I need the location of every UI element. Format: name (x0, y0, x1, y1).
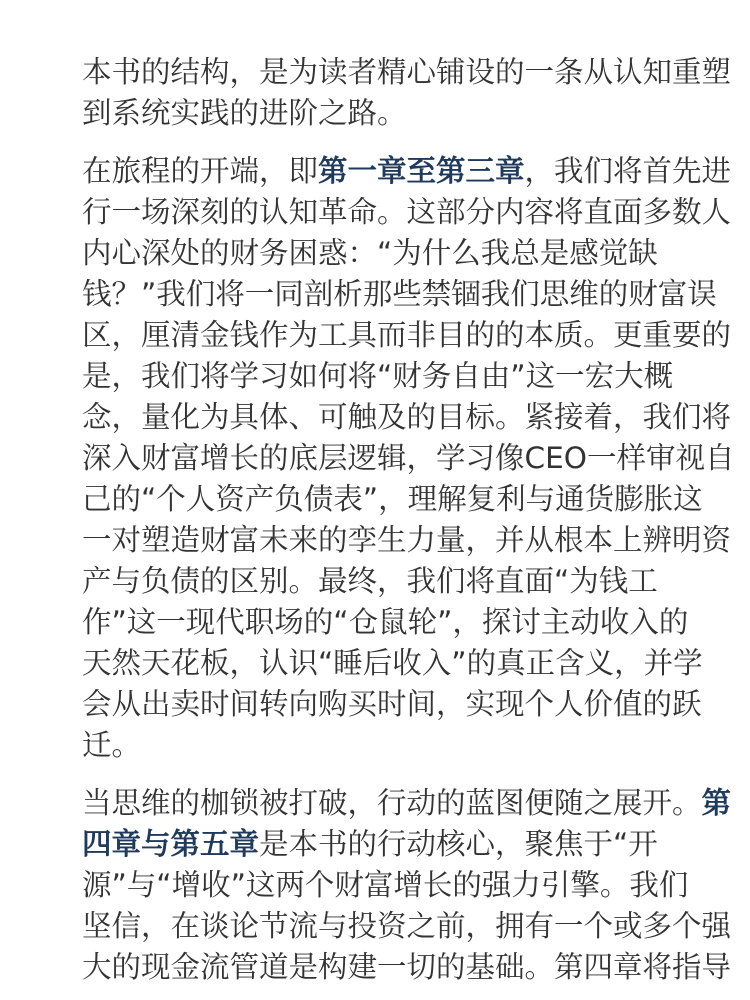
text-line (82, 725, 750, 766)
text-segment: 在旅程的开端，即 (82, 154, 319, 188)
text-line (82, 824, 750, 865)
text-line (82, 947, 750, 988)
bold-chapter-reference: 第 (701, 786, 732, 820)
text-segment: 大的现金流管道是构建一切的基础。第四章将指导 (82, 950, 732, 984)
text-line (82, 783, 750, 824)
text-segment: 作”这一现代职场的“仓鼠轮”，探讨主动收入的 (82, 605, 689, 639)
text-line (82, 397, 750, 438)
text-line (82, 479, 750, 520)
text-segment: 一对塑造财富未来的孪生力量，并从根本上辨明资 (82, 523, 732, 557)
text-segment: 本书的结构，是为读者精心铺设的一条从认知重塑 (82, 55, 732, 89)
text-segment: 是，我们将学习如何将“财务自由”这一宏大概 (82, 359, 674, 393)
text-segment: 己的“个人资产负债表”，理解复利与通货膨胀这 (82, 482, 703, 516)
text-line (82, 906, 750, 947)
text-segment: 迁。 (82, 728, 142, 762)
text-line (82, 438, 750, 479)
text-segment: 产与负债的区别。最终，我们将直面“为钱工 (82, 564, 658, 598)
text-line (82, 356, 750, 397)
text-segment: 会从出卖时间转向购买时间，实现个人价值的跃 (82, 687, 702, 721)
text-line (82, 315, 750, 356)
text-segment: 坚信，在谈论节流与投资之前，拥有一个或多个强 (82, 909, 732, 943)
text-segment: 念，量化为具体、可触及的目标。紧接着，我们将 (82, 400, 732, 434)
paragraph-spacing (82, 134, 750, 151)
bold-chapter-reference: 第一章至第三章 (318, 154, 525, 188)
text-line (82, 192, 750, 233)
text-segment: 深入财富增长的底层逻辑，学习像CEO一样审视自 (82, 441, 735, 475)
text-segment: 到系统实践的进阶之路。 (82, 96, 407, 130)
text-line (82, 643, 750, 684)
paragraph (82, 151, 750, 766)
text-segment: 内心深处的财务困惑：“为什么我总是感觉缺 (82, 236, 658, 270)
text-line (82, 151, 750, 192)
text-segment: ，我们将首先进 (524, 154, 732, 188)
text-segment: 当思维的枷锁被打破，行动的蓝图便随之展开。 (82, 786, 702, 820)
text-segment: 天然天花板，认识“睡后收入”的真正含义，并学 (82, 646, 703, 680)
text-segment: 源”与“增收”这两个财富增长的强力引擎。我们 (82, 868, 689, 902)
text-line (82, 520, 750, 561)
paragraph (82, 783, 750, 988)
text-line (82, 561, 750, 602)
bold-chapter-reference: 四章与第五章 (82, 827, 260, 861)
text-line (82, 865, 750, 906)
text-line (82, 684, 750, 725)
text-segment: 行一场深刻的认知革命。这部分内容将直面多数人 (82, 195, 732, 229)
text-line (82, 93, 750, 134)
text-segment: 是本书的行动核心，聚焦于“开 (259, 827, 658, 861)
text-line (82, 274, 750, 315)
text-line (82, 52, 750, 93)
document-body (82, 52, 750, 988)
text-segment: 钱？”我们将一同剖析那些禁锢我们思维的财富误 (82, 277, 717, 311)
text-line (82, 233, 750, 274)
text-line (82, 602, 750, 643)
paragraph (82, 52, 750, 134)
paragraph-spacing (82, 766, 750, 783)
text-segment: 区，厘清金钱作为工具而非目的的本质。更重要的 (82, 318, 732, 352)
